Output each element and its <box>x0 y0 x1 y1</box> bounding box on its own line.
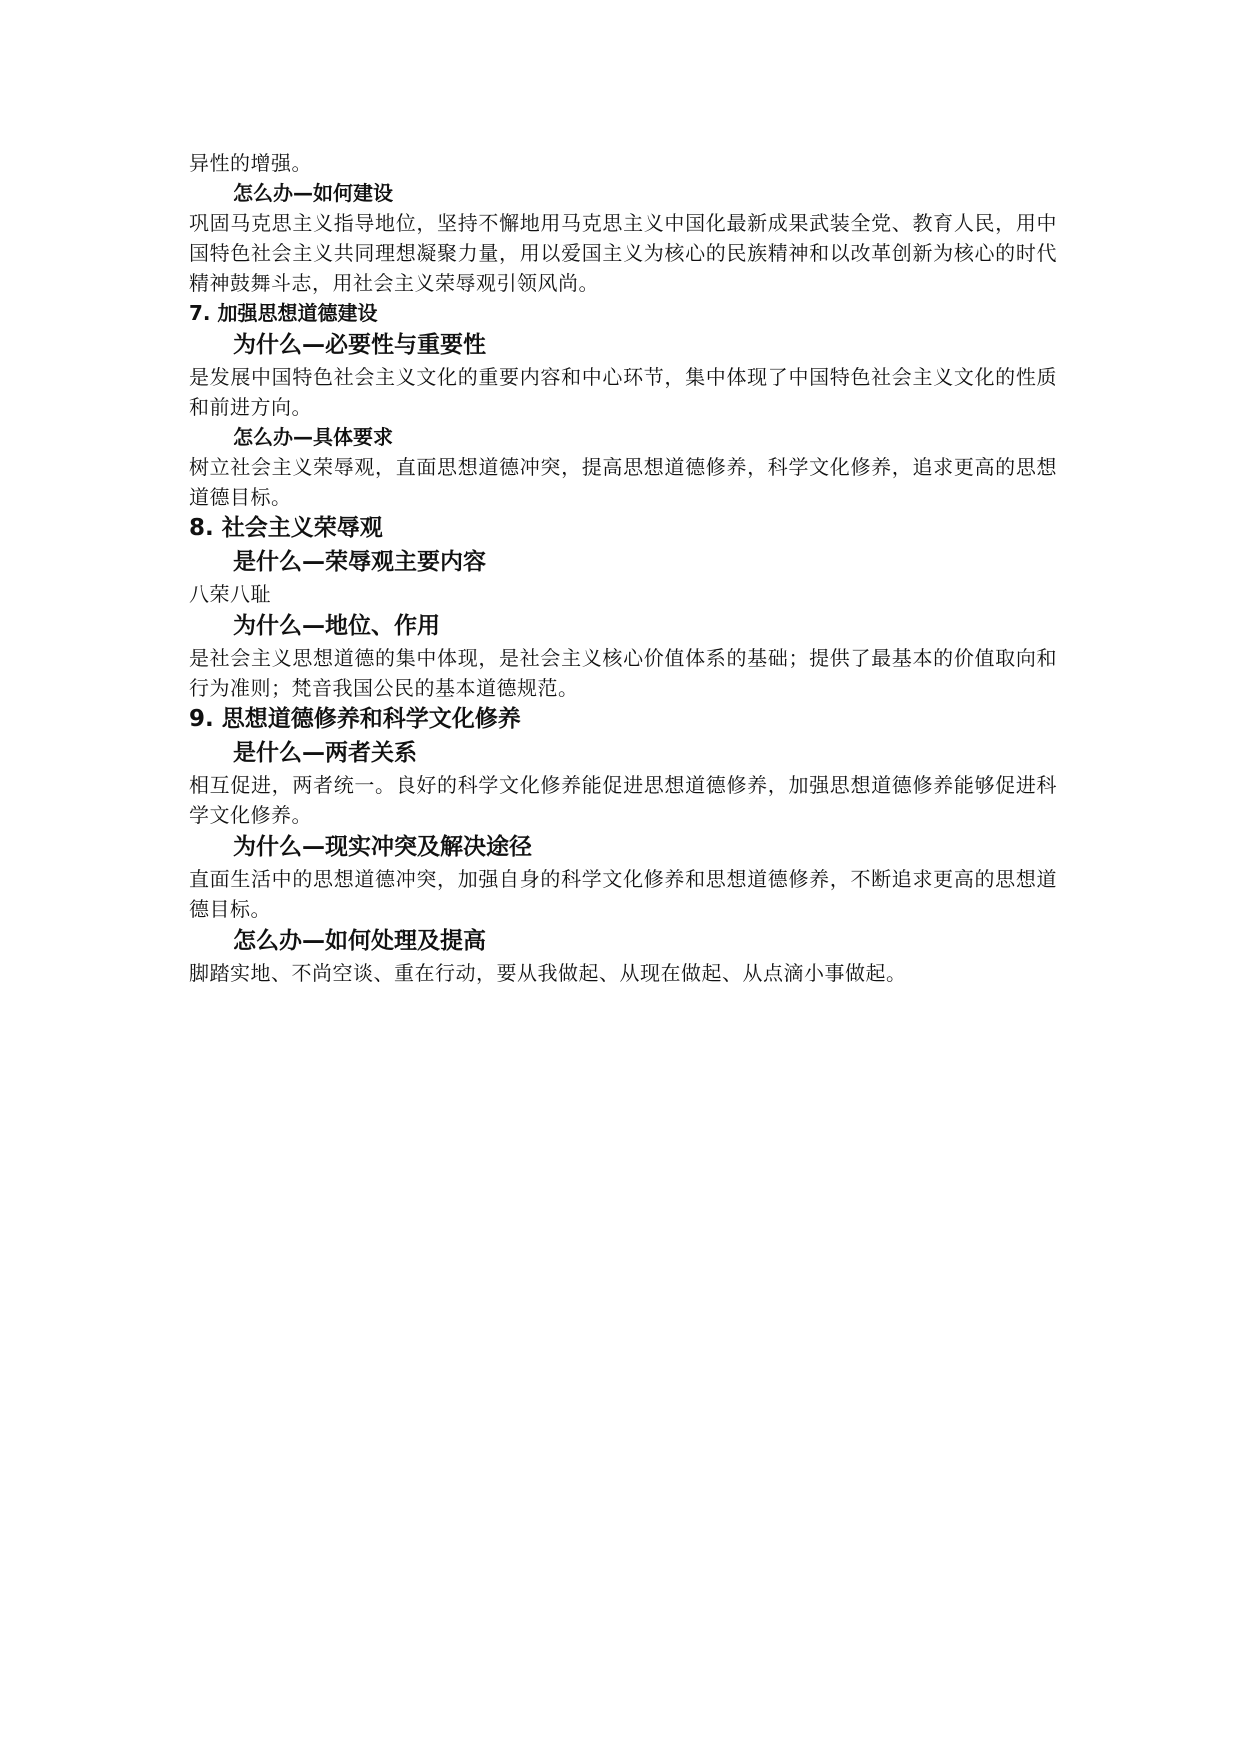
body-paragraph: 是社会主义思想道德的集中体现，是社会主义核心价值体系的基础；提供了最基本的价值取向和行为准则；梵音我国公民的基本道德规范。 <box>189 646 1057 700</box>
body-paragraph: 直面生活中的思想道德冲突，加强自身的科学文化修养和思想道德修养，不断追求更高的思想道德目标。 <box>189 867 1057 921</box>
subsection-heading: 是什么—荣辱观主要内容 <box>233 549 486 575</box>
section-heading: 9. 思想道德修养和科学文化修养 <box>189 706 521 732</box>
document-content <box>189 148 1057 988</box>
subsection-heading: 怎么办—具体要求 <box>233 425 393 449</box>
section-heading: 8. 社会主义荣辱观 <box>189 515 383 541</box>
subsection-heading: 怎么办—如何建设 <box>233 181 393 205</box>
body-paragraph: 树立社会主义荣辱观，直面思想道德冲突，提高思想道德修养，科学文化修养，追求更高的思想道德目标。 <box>189 455 1057 509</box>
body-paragraph: 八荣八耻 <box>189 582 271 606</box>
subsection-heading: 为什么—现实冲突及解决途径 <box>233 834 532 860</box>
body-paragraph: 脚踏实地、不尚空谈、重在行动，要从我做起、从现在做起、从点滴小事做起。 <box>189 961 907 985</box>
body-paragraph: 是发展中国特色社会主义文化的重要内容和中心环节，集中体现了中国特色社会主义文化的性质和前进方向。 <box>189 365 1057 419</box>
subsection-heading: 怎么办—如何处理及提高 <box>233 928 486 954</box>
subsection-heading: 是什么—两者关系 <box>233 740 417 766</box>
body-paragraph: 相互促进，两者统一。良好的科学文化修养能促进思想道德修养，加强思想道德修养能够促进科学文化修养。 <box>189 773 1057 827</box>
subsection-heading: 为什么—必要性与重要性 <box>233 332 486 358</box>
body-paragraph: 巩固马克思主义指导地位，坚持不懈地用马克思主义中国化最新成果武装全党、教育人民，用中国特色社会主义共同理想凝聚力量，用以爱国主义为核心的民族精神和以改革创新为核心的时代精神鼓舞斗志，用社会主义荣辱观引领风尚。 <box>189 211 1057 295</box>
section-heading: 7. 加强思想道德建设 <box>189 301 378 325</box>
subsection-heading: 为什么—地位、作用 <box>233 613 440 639</box>
body-paragraph: 异性的增强。 <box>189 151 312 175</box>
